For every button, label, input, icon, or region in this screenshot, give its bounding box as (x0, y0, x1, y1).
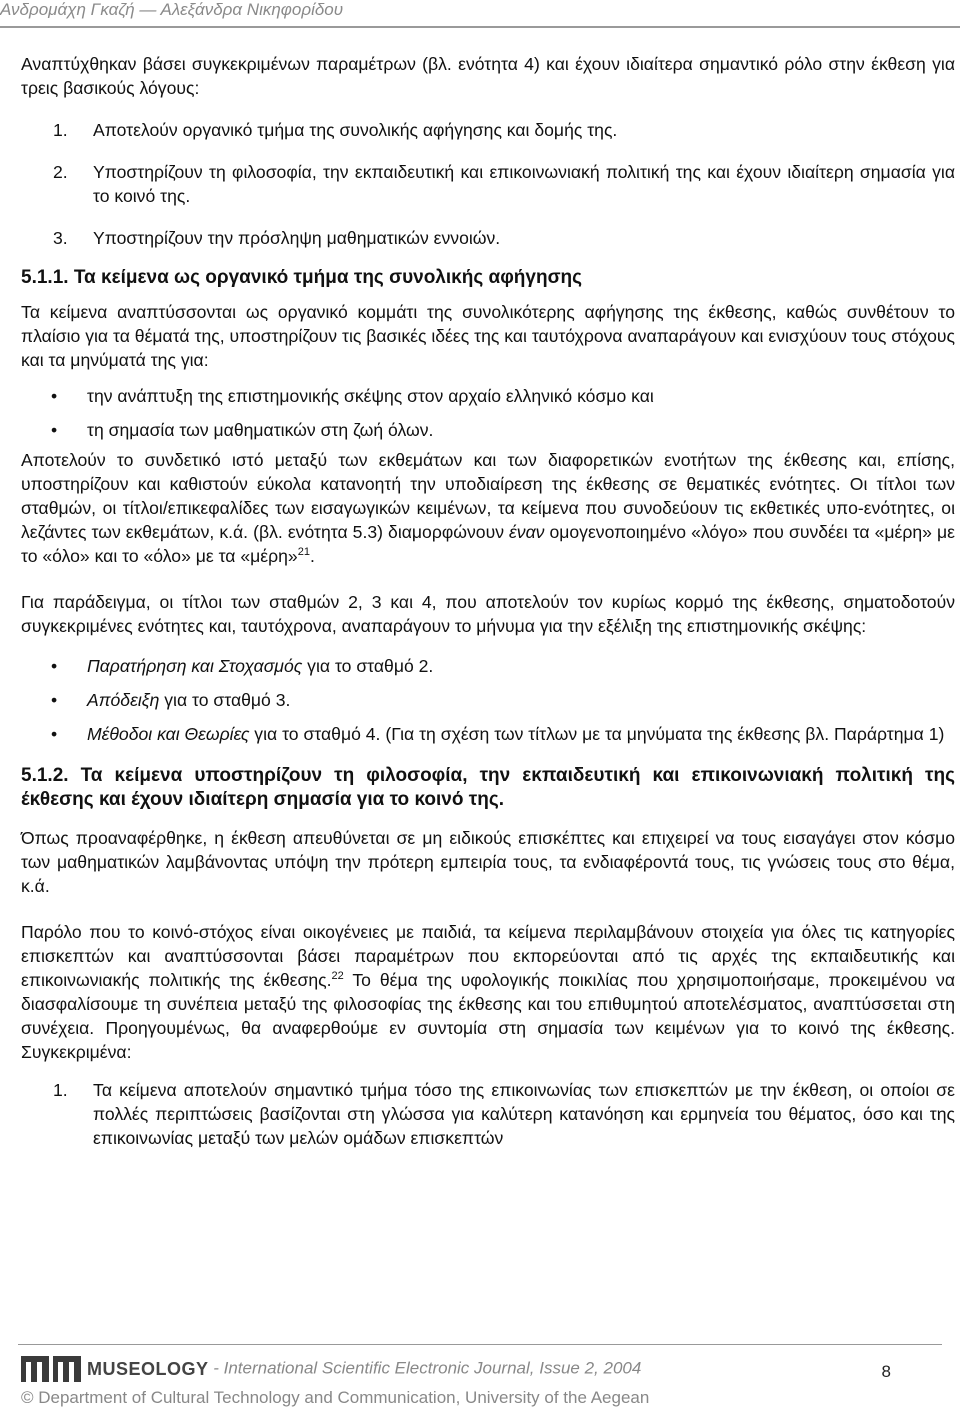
list-text: Τα κείμενα αποτελούν σημαντικό τμήμα τόσο της επικοινωνίας των επισκεπτών με την έκθεση, οι οποίοι σε πολλές περιπτώσεις βασίζονται στη γλώσσα για καλύτερη κατανόηση και ερμηνεία του θέματος, όσο και της επικοινωνίας μεταξύ των μελών ομάδων επισκεπτών (93, 1080, 955, 1148)
logo-text: MUSEOLOGY (87, 1358, 209, 1379)
section-512-paragraph-2 (21, 920, 955, 1064)
reason-number: 3. (53, 228, 68, 248)
station-title: Απόδειξη (87, 690, 160, 710)
museology-logo-icon (21, 1356, 81, 1382)
intro-paragraph: Αναπτύχθηκαν βάσει συγκεκριμένων παραμέτρων (βλ. ενότητα 4) και έχουν ιδιαίτερα σημαντικό ρόλο στην έκθεση για τρεις βασικούς λόγους: (21, 54, 955, 98)
section-511-paragraph-1: Τα κείμενα αναπτύσσονται ως οργανικό κομμάτι της συνολικότερης αφήγησης της έκθεσης, καθώς συνθέτουν το πλαίσιο για τα θέματά της, υποστηρίζουν τις βασικές ιδέες της και ταυτόχρονα αναπαράγουν και ενισχύουν τους στόχους και τα μηνύματά της για: (21, 302, 955, 370)
section-heading-512: 5.1.2. Τα κείμενα υποστηρίζουν τη φιλοσοφία, την εκπαιδευτική και επικοινωνιακή πολιτική της έκθεσης και έχουν ιδιαίτερη σημασία για το κοινό της. (21, 765, 955, 810)
footnote-ref-22[interactable]: 22 (331, 970, 344, 983)
bullet-icon: • (51, 724, 58, 744)
bullet-text: την ανάπτυξη της επιστημονικής σκέψης στον αρχαίο ελληνικό κόσμο και (87, 386, 654, 406)
para-emphasis: έναν (509, 522, 545, 542)
para-text: Το θέμα της υφολογικής ποικιλίας που χρησιμοποιήσαμε, προκειμένου να διασφαλίσουμε τη συνέπεια μεταξύ της φιλοσοφίας της έκθεσης και του επιθυμητού αποτελέσματος, αναπτύσσεται στη συνέχεια. Προηγουμένως, θα αναφερθούμε εν συντομία στη σημασία των κειμένων για το κοινό της έκθεσης. Συγκεκριμένα: (21, 970, 956, 1062)
section-511-paragraph-3: Για παράδειγμα, οι τίτλοι των σταθμών 2, 3 και 4, που αποτελούν τον κυρίως κορμό της έκθεσης, σηματοδοτούν συγκεκριμένες ενότητες και, ταυτόχρονα, αναπαράγουν το μήνυμα για την εξέλιξη της επιστημονικής σκέψης: (21, 592, 955, 636)
station-text: για το σταθμό 4. (Για τη σχέση των τίτλων με τα μηνύματα της έκθεσης βλ. Παράρτημα 1) (249, 724, 945, 744)
footer-divider (18, 1344, 942, 1345)
page-number: 8 (881, 1362, 891, 1381)
reason-text: Υποστηρίζουν την πρόσληψη μαθηματικών εννοιών. (93, 228, 501, 248)
bullet-icon: • (51, 690, 58, 710)
section-heading-511: 5.1.1. Τα κείμενα ως οργανικό τμήμα της συνολικής αφήγησης (21, 267, 583, 288)
header-authors: Ανδρομάχη Γκαζή — Αλεξάνδρα Νικηφορίδου (0, 0, 344, 19)
station-item (21, 688, 955, 712)
station-text: για το σταθμό 2. (302, 656, 434, 676)
copyright-line: © Department of Cultural Technology and Communication, University of the Aegean (21, 1388, 650, 1407)
journal-title: - International Scientific Electronic Journal, Issue 2, 2004 (208, 1358, 642, 1378)
bullet-icon: • (51, 656, 58, 676)
bullet-text: τη σημασία των μαθηματικών στη ζωή όλων. (87, 420, 434, 440)
section-512-paragraph-1: Όπως προαναφέρθηκε, η έκθεση απευθύνεται σε μη ειδικούς επισκέπτες και επιχειρεί να τους εισαγάγει στον κόσμο των μαθηματικών λαμβάνοντας υπόψη την πρότερη εμπειρία τους, τα ενδιαφέροντά τους, τις γνώσεις τους στο θέμα, κ.ά. (21, 828, 955, 896)
para-text: Αποτελούν το συνδετικό ιστό μεταξύ των εκθεμάτων και των διαφορετικών ενοτήτων της έκθεσης και, επίσης, υποστηρίζουν και καθιστούν εύκολα κατανοητή την υποδιαίρεση της έκθεσης σε θεματικές ενότητες. Οι τίτλοι των σταθμών, οι τίτλοι/επικεφαλίδες των εισαγωγικών κειμένων, τα κείμενα που συνοδεύουν τις εκθετικές υπο-ενότητες, οι λεζάντες των εκθεμάτων, κ.ά. (βλ. ενότητα 5.3) διαμορφώνουν (21, 450, 955, 542)
reason-text: Υποστηρίζουν τη φιλοσοφία, την εκπαιδευτική και επικοινωνιακή πολιτική της και έχουν ιδιαίτερη σημασία για το κοινό της. (93, 162, 955, 206)
reason-item-3 (21, 226, 955, 250)
reason-number: 2. (53, 162, 68, 182)
section-511-paragraph-2 (21, 448, 955, 568)
list-number: 1. (53, 1080, 68, 1100)
reason-text: Αποτελούν οργανικό τμήμα της συνολικής αφήγησης και δομής της. (93, 120, 618, 140)
footnote-ref-21[interactable]: 21 (297, 546, 310, 559)
para-text: . (309, 546, 315, 566)
reason-item-2 (21, 160, 955, 208)
header-divider (0, 26, 960, 28)
list-item-1 (21, 1078, 955, 1150)
station-item (21, 654, 955, 678)
bullet-icon: • (51, 386, 58, 406)
station-title: Παρατήρηση και Στοχασμός (87, 656, 303, 676)
station-text: για το σταθμό 3. (159, 690, 291, 710)
station-item (21, 722, 955, 746)
museology-logo (21, 1356, 209, 1382)
page-footer (21, 1356, 939, 1408)
para-text: ομογενοποιημένο «λόγο» που συνδέει τα «μέρη» με το «όλο» και το «όλο» με τα «μέρη» (21, 522, 955, 566)
reason-number: 1. (53, 120, 68, 140)
bullet-icon: • (51, 420, 58, 440)
bullet-item (21, 418, 955, 442)
bullet-item (21, 384, 955, 408)
page-body (21, 52, 955, 1150)
para-text: Παρόλο που το κοινό-στόχος είναι οικογένειες με παιδιά, τα κείμενα περιλαμβάνουν στοιχεία για όλες τις κατηγορίες επισκεπτών και αναπτύσσονται βάσει παραμέτρων που εκπορεύονται από τις αρχές της εκπαιδευτικής και επικοινωνιακής πολιτικής της έκθεσης. (21, 922, 955, 990)
reason-item-1 (21, 118, 955, 142)
station-title: Μέθοδοι και Θεωρίες (87, 724, 250, 744)
